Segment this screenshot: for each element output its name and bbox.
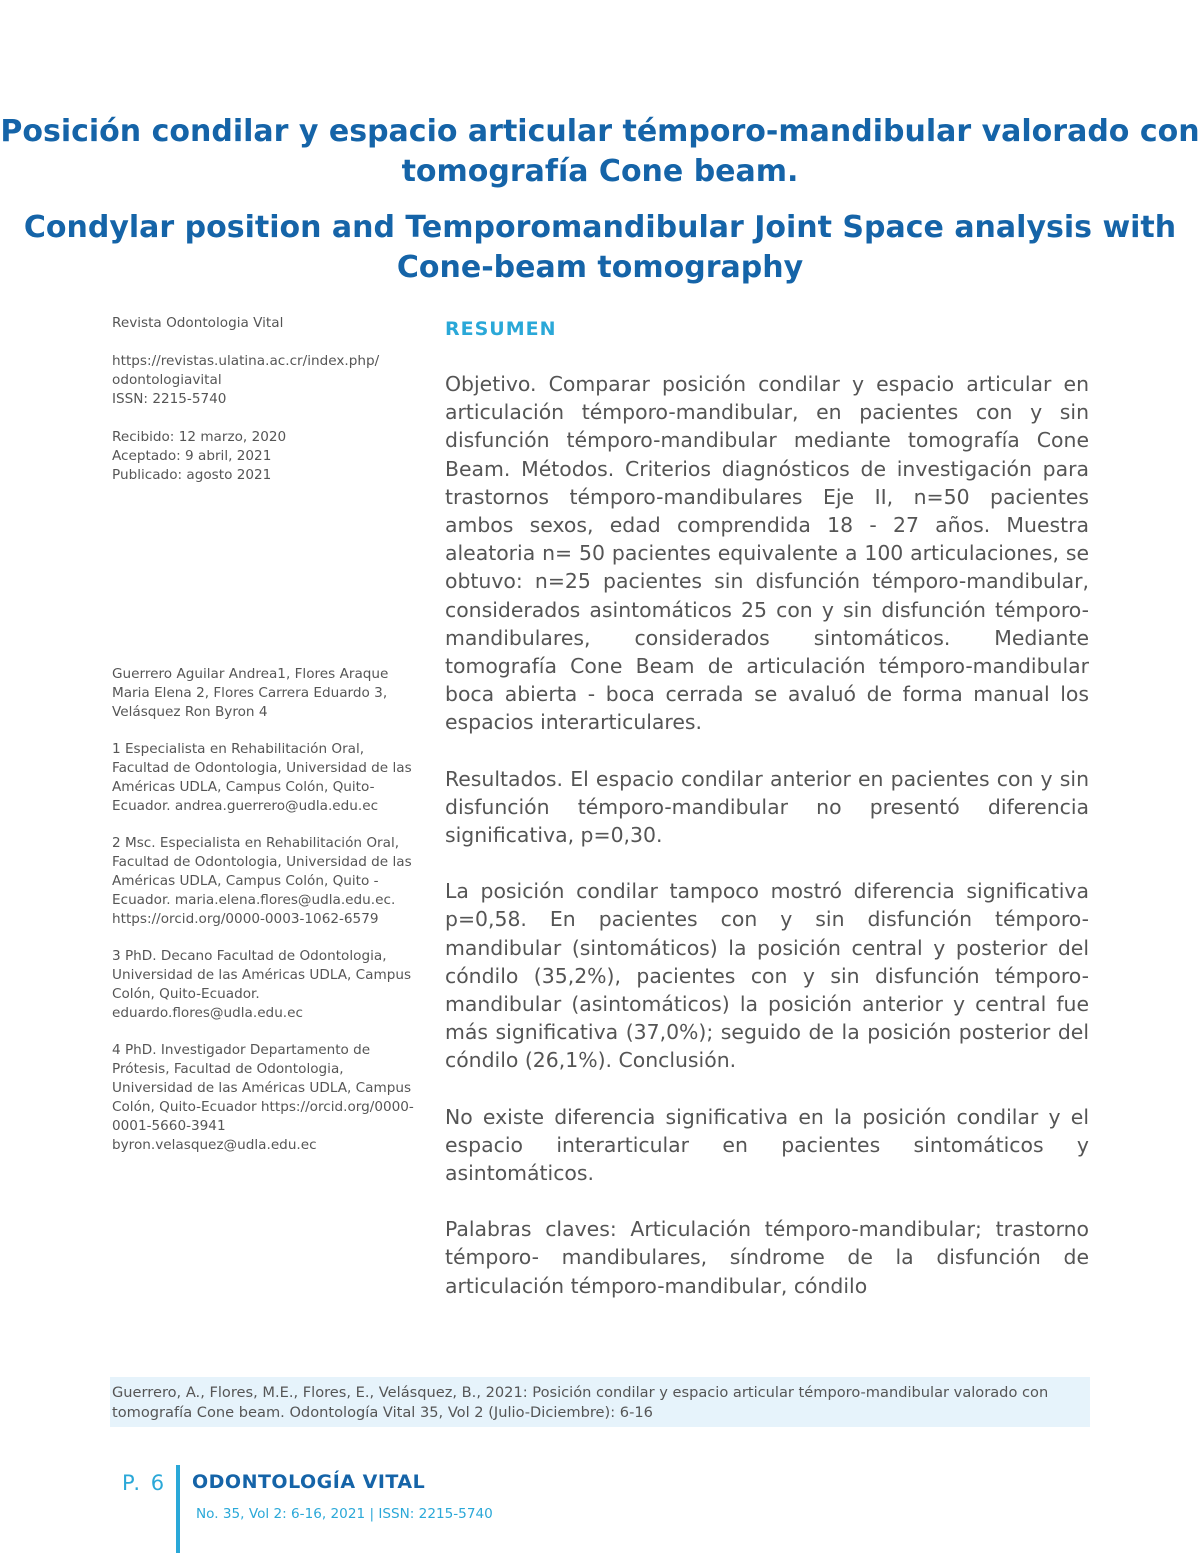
accepted-date: Aceptado: 9 abril, 2021 bbox=[112, 448, 272, 464]
author-list: Guerrero Aguilar Andrea1, Flores Araque Maria Elena 2, Flores Carrera Eduardo 3, Velásquez Ron Byron 4 bbox=[112, 666, 389, 720]
page-number: P. 6 bbox=[122, 1471, 167, 1495]
title-english: Condylar position and Temporomandibular Joint Space analysis with Cone-beam tomography bbox=[23, 210, 1177, 285]
citation-box: Guerrero, A., Flores, M.E., Flores, E., Velásquez, B., 2021: Posición condilar y espacio articular témporo-mandibular valorado con tomografía Cone beam. Odontología Vital 35, Vol 2 (Julio-Diciembre): 6-16 bbox=[110, 1377, 1090, 1427]
article-meta bbox=[112, 314, 424, 485]
journal-url-line2[interactable]: odontologiavital bbox=[112, 372, 222, 388]
abstract-column bbox=[445, 314, 1089, 1328]
affiliation-2: 2 Msc. Especialista en Rehabilitación Oral, Facultad de Odontologia, Universidad de las Américas UDLA, Campus Colón, Quito -Ecuador. maria.elena.flores@udla.edu.ec. https://orcid.org/0000-0003-1062-6579 bbox=[112, 835, 412, 927]
title-spanish: Posición condilar y espacio articular témporo-mandibular valorado con tomografía Cone beam. bbox=[0, 114, 1200, 189]
footer-issue-info: No. 35, Vol 2: 6-16, 2021 | ISSN: 2215-5740 bbox=[196, 1506, 493, 1522]
author-affiliations bbox=[112, 665, 424, 1173]
abstract-paragraph: No existe diferencia significativa en la posición condilar y el espacio interarticular en pacientes sintomáticos y asintomáticos. bbox=[445, 1104, 1089, 1186]
abstract-paragraph: Objetivo. Comparar posición condilar y espacio articular en articulación témporo-mandibular, en pacientes con y sin disfunción témporo-mandibular mediante tomografía Cone Beam. Métodos. Criterios diagnósticos de investigación para trastornos témporo-mandibulares Eje II, n=50 pacientes ambos sexos, edad comprendida 18 - 27 años. Muestra aleatoria n= 50 pacientes equivalente a 100 articulaciones, se obtuvo: n=25 pacientes sin disfunción témporo-mandibular, considerados asintomáticos 25 con y sin disfunción témporo-mandibulares, considerados sintomáticos. Mediante tomografía Cone Beam de articulación témporo-mandibular boca abierta - boca cerrada se avaluó de forma manual los espacios interarticulares. bbox=[445, 372, 1089, 735]
abstract-paragraph: La posición condilar tampoco mostró diferencia significativa p=0,58. En pacientes con y sin disfunción témporo-mandibular (sintomáticos) la posición central y posterior del cóndilo (35,2%), pacientes con y sin disfunción témporo-mandibular (asintomáticos) la posición anterior y central fue más significativa (37,0%); seguido de la posición posterior del cóndilo (26,1%). Conclusión. bbox=[445, 879, 1089, 1073]
journal-name: Revista Odontologia Vital bbox=[112, 315, 284, 331]
affiliation-3: 3 PhD. Decano Facultad de Odontologia, Universidad de las Américas UDLA, Campus Colón, Quito-Ecuador. eduardo.flores@udla.edu.ec bbox=[112, 948, 412, 1021]
received-date: Recibido: 12 marzo, 2020 bbox=[112, 429, 287, 445]
journal-url-line1[interactable]: https://revistas.ulatina.ac.cr/index.php/ bbox=[112, 353, 380, 369]
affiliation-4: 4 PhD. Investigador Departamento de Prótesis, Facultad de Odontologia, Universidad de las Américas UDLA, Campus Colón, Quito-Ecuador https://orcid.org/0000-0001-5660-3941 byron.velasquez@udla.edu.ec bbox=[112, 1042, 414, 1153]
abstract-body bbox=[445, 370, 1089, 1300]
resumen-heading: RESUMEN bbox=[445, 318, 557, 340]
footer-divider bbox=[176, 1465, 180, 1553]
affiliation-1: 1 Especialista en Rehabilitación Oral, Facultad de Odontologia, Universidad de las Américas UDLA, Campus Colón, Quito-Ecuador. andrea.guerrero@udla.edu.ec bbox=[112, 741, 412, 814]
issn: ISSN: 2215-5740 bbox=[112, 391, 227, 407]
published-date: Publicado: agosto 2021 bbox=[112, 467, 272, 483]
title-block bbox=[0, 112, 1200, 288]
keywords-paragraph: Palabras claves: Articulación témporo-mandibular; trastorno témporo- mandibulares, síndrome de la disfunción de articulación témporo-mandibular, cóndilo bbox=[445, 1217, 1089, 1298]
footer-journal-name: ODONTOLOGÍA VITAL bbox=[192, 1471, 426, 1493]
abstract-paragraph: Resultados. El espacio condilar anterior en pacientes con y sin disfunción témporo-mandibular no presentó diferencia significativa, p=0,30. bbox=[445, 766, 1089, 848]
